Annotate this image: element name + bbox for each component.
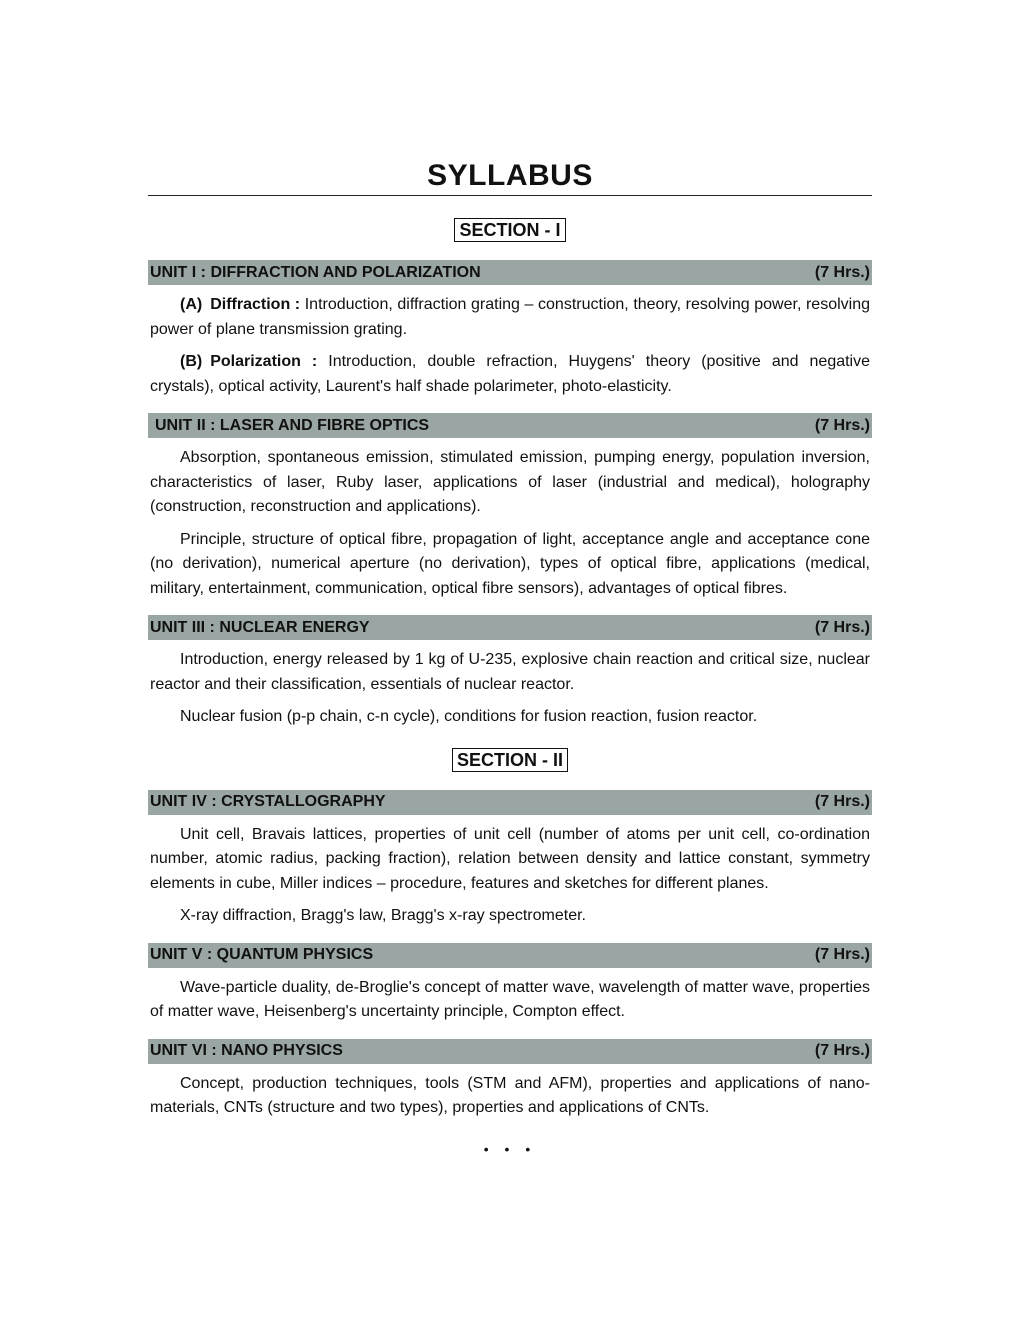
unit-content xyxy=(148,1064,872,1135)
unit-header xyxy=(148,413,872,438)
unit-header xyxy=(148,260,872,285)
para-prefix: (A) xyxy=(180,296,203,313)
paragraph: Nuclear fusion (p-p chain, c-n cycle), conditions for fusion reaction, fusion reactor. xyxy=(180,708,758,725)
unit-header xyxy=(148,790,872,815)
unit-title: UNIT III : NUCLEAR ENERGY xyxy=(150,618,370,636)
unit-content xyxy=(148,968,872,1039)
paragraph: Concept, production techniques, tools (STM and AFM), properties and applications of nano-materials, CNTs (structure and two types), properties and applications of CNTs. xyxy=(150,1074,870,1116)
paragraph: Principle, structure of optical fibre, propagation of light, acceptance angle and acceptance cone (no derivation), numerical aperture (no derivation), types of optical fibre, applications (medical, military, entertainment, communication, optical fibre sensors), advantages of optical fibres. xyxy=(150,530,870,597)
para-text: Introduction, diffraction grating – construction, theory, resolving power, resolving power of plane transmission grating. xyxy=(150,296,871,338)
unit-header xyxy=(148,615,872,640)
unit-content xyxy=(148,438,872,615)
paragraph: Introduction, energy released by 1 kg of U-235, explosive chain reaction and critical size, nuclear reactor and their classification, essentials of nuclear reactor. xyxy=(150,651,870,693)
end-mark: • • • xyxy=(483,1140,537,1157)
para-heading: Diffraction : xyxy=(210,296,301,313)
para-text: Introduction, double refraction, Huygens' theory (positive and negative crystals), optical activity, Laurent's half shade polarimeter, photo-elasticity. xyxy=(150,353,871,395)
unit-title: UNIT V : QUANTUM PHYSICS xyxy=(150,946,374,963)
section-label: SECTION - II xyxy=(452,748,568,772)
unit-hours: (7 Hrs.) xyxy=(814,618,870,636)
unit-header xyxy=(148,943,872,968)
unit-title: UNIT I : DIFFRACTION AND POLARIZATION xyxy=(150,263,481,281)
section-label: SECTION - I xyxy=(454,218,565,242)
unit-title: UNIT VI : NANO PHYSICS xyxy=(150,1042,343,1059)
unit-content xyxy=(148,285,872,413)
unit-hours: (7 Hrs.) xyxy=(814,1042,870,1059)
unit-title: UNIT IV : CRYSTALLOGRAPHY xyxy=(150,793,386,810)
unit-hours: (7 Hrs.) xyxy=(814,793,870,810)
paragraph: Absorption, spontaneous emission, stimulated emission, pumping energy, population inversion, characteristics of laser, Ruby laser, applications of laser (industrial and medical), holography (construction, reconstruction and applications). xyxy=(150,449,870,515)
unit-hours: (7 Hrs.) xyxy=(814,263,870,281)
paragraph xyxy=(150,350,870,399)
paragraph: Wave-particle duality, de-Broglie's concept of matter wave, wavelength of matter wave, properties of matter wave, Heisenberg's uncertainty principle, Compton effect. xyxy=(150,978,870,1020)
unit-content xyxy=(148,815,872,943)
paragraph: X-ray diffraction, Bragg's law, Bragg's x-ray spectrometer. xyxy=(180,907,586,924)
unit-header xyxy=(148,1039,872,1064)
paragraph xyxy=(150,293,870,342)
unit-content xyxy=(148,640,872,744)
syllabus-page xyxy=(148,157,872,1157)
unit-hours: (7 Hrs.) xyxy=(814,946,870,963)
unit-hours: (7 Hrs.) xyxy=(814,416,870,434)
paragraph: Unit cell, Bravais lattices, properties of unit cell (number of atoms per unit cell, co-ordination number, atomic radius, packing fraction), relation between density and lattice constant, symmetry elements in cube, Miller indices – procedure, features and sketches for different planes. xyxy=(150,825,870,892)
para-heading: Polarization : xyxy=(210,353,318,370)
page-title: SYLLABUS xyxy=(148,157,872,196)
para-prefix: (B) xyxy=(180,353,203,370)
section-header xyxy=(148,218,872,242)
unit-title: UNIT II : LASER AND FIBRE OPTICS xyxy=(155,416,430,434)
section-header xyxy=(148,748,872,772)
